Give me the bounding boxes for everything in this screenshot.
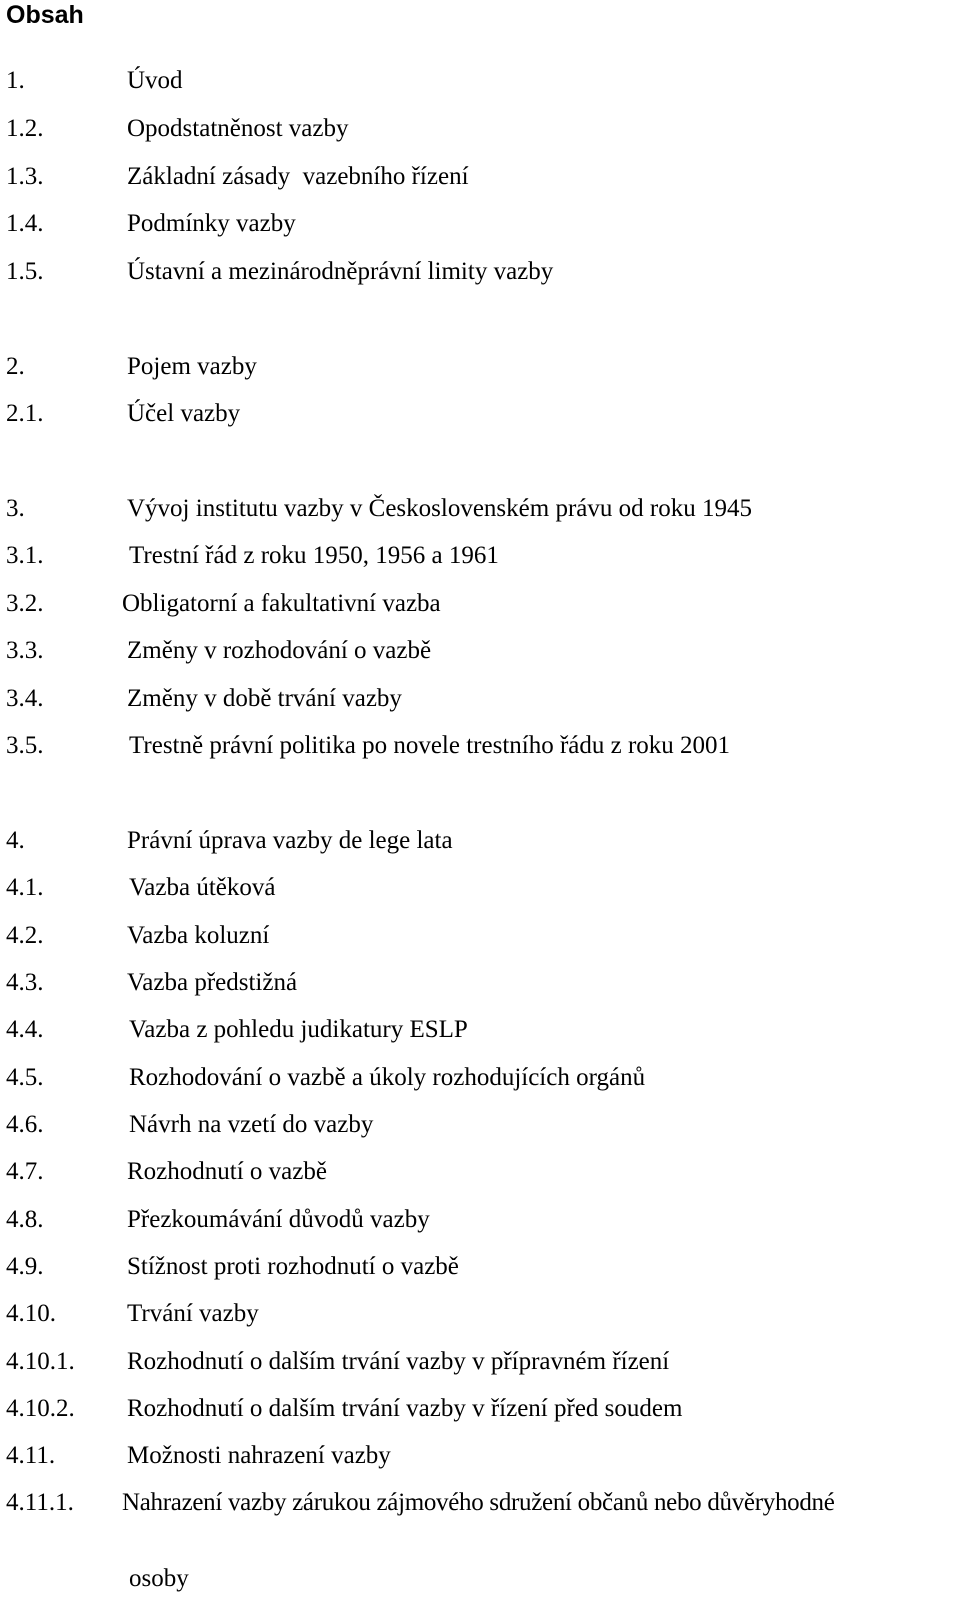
toc-entry-number: 4.2.	[6, 922, 44, 949]
toc-entry	[0, 492, 960, 526]
toc-entry-title: Základní zásady vazebního řízení	[127, 163, 469, 190]
toc-entry-title-continuation: osoby	[129, 1565, 189, 1592]
toc-entry-number: 4.3.	[6, 969, 44, 996]
toc-entry-number: 1.3.	[6, 163, 44, 190]
toc-entry	[0, 539, 960, 573]
toc-entry-title: Rozhodnutí o dalším trvání vazby v přípravném řízení	[127, 1348, 670, 1375]
toc-entry	[0, 966, 960, 1000]
toc-entry	[0, 1155, 960, 1189]
toc-entry	[0, 1013, 960, 1047]
toc-entry	[0, 1250, 960, 1284]
toc-entry-title: Vazba předstižná	[127, 969, 298, 996]
toc-entry-title: Účel vazby	[127, 400, 241, 427]
toc-entry	[0, 1392, 960, 1426]
toc-entry-title: Nahrazení vazby zárukou zájmového sdružení občanů nebo důvěryhodné	[122, 1489, 835, 1516]
toc-entry	[0, 1108, 960, 1142]
toc-entry-number: 4.7.	[6, 1158, 44, 1185]
toc-entry-number: 1.5.	[6, 258, 44, 285]
toc-entry-title: Možnosti nahrazení vazby	[127, 1442, 391, 1469]
toc-entry-title: Rozhodnutí o vazbě	[127, 1158, 327, 1185]
toc-entry	[0, 160, 960, 194]
toc-heading: Obsah	[6, 1, 84, 29]
toc-entry-title: Podmínky vazby	[127, 210, 296, 237]
toc-entry-title: Změny v rozhodování o vazbě	[127, 637, 432, 664]
toc-entry	[0, 682, 960, 716]
toc-entry	[0, 729, 960, 763]
toc-entry-number: 3.2.	[6, 590, 44, 617]
toc-entry	[0, 350, 960, 384]
toc-entry-title: Změny v době trvání vazby	[127, 685, 402, 712]
toc-entry-title: Vazba koluzní	[127, 922, 270, 949]
toc-entry-number: 4.11.1.	[6, 1489, 74, 1516]
toc-entry-title: Stížnost proti rozhodnutí o vazbě	[127, 1253, 459, 1280]
toc-entry	[0, 1486, 960, 1520]
toc-entry	[0, 1061, 960, 1095]
toc-entry-title: Rozhodnutí o dalším trvání vazby v řízení před soudem	[127, 1395, 683, 1422]
toc-entry	[0, 587, 960, 621]
toc-entry-title: Pojem vazby	[127, 353, 257, 380]
toc-entry-number: 1.4.	[6, 210, 44, 237]
toc-entry-number: 2.	[6, 353, 25, 380]
toc-entry	[0, 871, 960, 905]
toc-entry-number: 4.8.	[6, 1206, 44, 1233]
toc-entry-number: 2.1.	[6, 400, 44, 427]
toc-entry-number: 4.9.	[6, 1253, 44, 1280]
toc-entry-title: Vývoj institutu vazby v Československém právu od roku 1945	[127, 495, 752, 522]
toc-entry-title: Rozhodování o vazbě a úkoly rozhodujících orgánů	[129, 1064, 646, 1091]
toc-entry-number: 3.5.	[6, 732, 44, 759]
toc-entry-number: 3.3.	[6, 637, 44, 664]
toc-entry	[0, 1345, 960, 1379]
toc-entry-title: Obligatorní a fakultativní vazba	[122, 590, 441, 617]
toc-entry-number: 4.10.	[6, 1300, 56, 1327]
toc-entry-number: 3.1.	[6, 542, 44, 569]
toc-entry-title: Opodstatněnost vazby	[127, 115, 349, 142]
toc-entry-number: 1.	[6, 67, 25, 94]
toc-entry-title: Trvání vazby	[127, 1300, 259, 1327]
toc-entry-title: Trestní řád z roku 1950, 1956 a 1961	[129, 542, 499, 569]
toc-entry-title: Přezkoumávání důvodů vazby	[127, 1206, 430, 1233]
toc-entry-number: 4.1.	[6, 874, 44, 901]
toc-entry	[0, 919, 960, 953]
toc-entry	[0, 112, 960, 146]
toc-entry-number: 4.10.1.	[6, 1348, 75, 1375]
toc-entry-number: 4.	[6, 827, 25, 854]
toc-entry	[0, 1439, 960, 1473]
toc-entry-title: Právní úprava vazby de lege lata	[127, 827, 453, 854]
toc-entry	[0, 207, 960, 241]
toc-entry	[0, 1203, 960, 1237]
toc-entry-title: Ústavní a mezinárodněprávní limity vazby	[127, 258, 554, 285]
toc-entry-number: 4.11.	[6, 1442, 56, 1469]
toc-entry-title: Vazba z pohledu judikatury ESLP	[129, 1016, 468, 1043]
toc-entry-title: Trestně právní politika po novele trestního řádu z roku 2001	[129, 732, 731, 759]
toc-entry	[0, 255, 960, 289]
toc-entry-number: 4.6.	[6, 1111, 44, 1138]
toc-entry	[0, 64, 960, 98]
toc-entry-number: 3.	[6, 495, 25, 522]
toc-entry-title: Vazba útěková	[129, 874, 276, 901]
toc-entry-number: 4.5.	[6, 1064, 44, 1091]
toc-entry	[0, 397, 960, 431]
toc-entry-number: 4.10.2.	[6, 1395, 75, 1422]
toc-entry	[0, 824, 960, 858]
toc-entry-number: 1.2.	[6, 115, 44, 142]
toc-entry	[0, 634, 960, 668]
toc-entry-number: 3.4.	[6, 685, 44, 712]
toc-entry-title: Návrh na vzetí do vazby	[129, 1111, 374, 1138]
toc-entry-title: Úvod	[127, 67, 183, 94]
toc-entry-number: 4.4.	[6, 1016, 44, 1043]
toc-entry	[0, 1297, 960, 1331]
